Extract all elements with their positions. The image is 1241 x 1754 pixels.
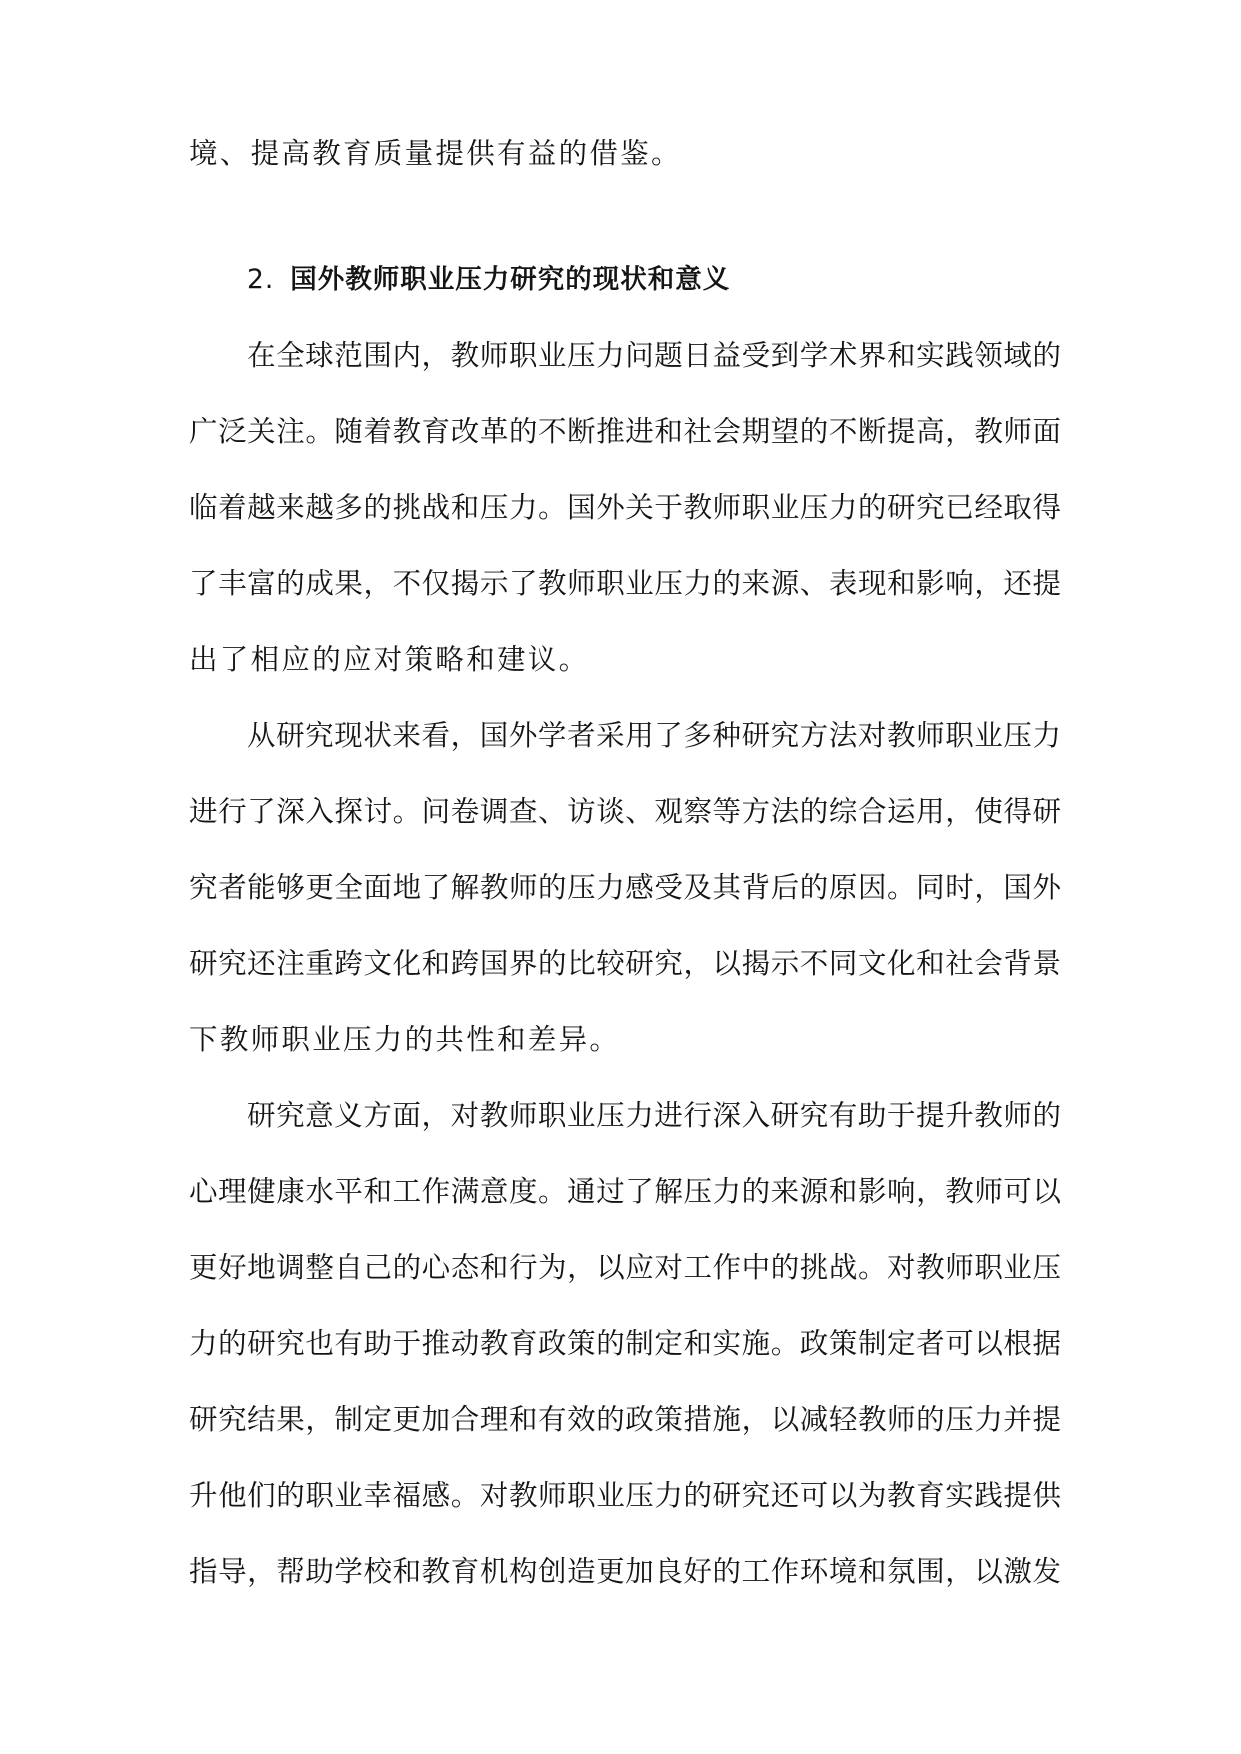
section-title: 国外教师职业压力研究的现状和意义	[290, 264, 731, 295]
paragraph-3-line-5: 研究结果，制定更加合理和有效的政策措施，以减轻教师的压力并提	[189, 1403, 1061, 1436]
paragraph-3-line-4: 力的研究也有助于推动教育政策的制定和实施。政策制定者可以根据	[189, 1327, 1061, 1360]
paragraph-1-line-5: 出了相应的应对策略和建议。	[189, 643, 590, 676]
paragraph-1-line-1: 在全球范围内，教师职业压力问题日益受到学术界和实践领域的	[247, 339, 1061, 372]
section-heading	[247, 262, 730, 298]
paragraph-2-line-3: 究者能够更全面地了解教师的压力感受及其背后的原因。同时，国外	[189, 871, 1061, 904]
paragraph-3-line-1: 研究意义方面，对教师职业压力进行深入研究有助于提升教师的	[247, 1099, 1061, 1132]
paragraph-1-line-2: 广泛关注。随着教育改革的不断推进和社会期望的不断提高，教师面	[189, 415, 1061, 448]
paragraph-2-line-1: 从研究现状来看，国外学者采用了多种研究方法对教师职业压力	[247, 719, 1061, 752]
paragraph-3-line-6: 升他们的职业幸福感。对教师职业压力的研究还可以为教育实践提供	[189, 1479, 1061, 1512]
paragraph-3-line-3: 更好地调整自己的心态和行为，以应对工作中的挑战。对教师职业压	[189, 1251, 1061, 1284]
section-number: 2.	[247, 264, 275, 295]
paragraph-2-line-4: 研究还注重跨文化和跨国界的比较研究，以揭示不同文化和社会背景	[189, 947, 1061, 980]
paragraph-3-line-2: 心理健康水平和工作满意度。通过了解压力的来源和影响，教师可以	[189, 1175, 1061, 1208]
paragraph-1-line-4: 了丰富的成果，不仅揭示了教师职业压力的来源、表现和影响，还提	[189, 567, 1061, 600]
paragraph-2-line-5: 下教师职业压力的共性和差异。	[189, 1023, 621, 1056]
continuation-line: 境、提高教育质量提供有益的借鉴。	[189, 137, 682, 170]
paragraph-1-line-3: 临着越来越多的挑战和压力。国外关于教师职业压力的研究已经取得	[189, 491, 1061, 524]
paragraph-2-line-2: 进行了深入探讨。问卷调查、访谈、观察等方法的综合运用，使得研	[189, 795, 1061, 828]
paragraph-3-line-7: 指导，帮助学校和教育机构创造更加良好的工作环境和氛围，以激发	[189, 1555, 1061, 1588]
